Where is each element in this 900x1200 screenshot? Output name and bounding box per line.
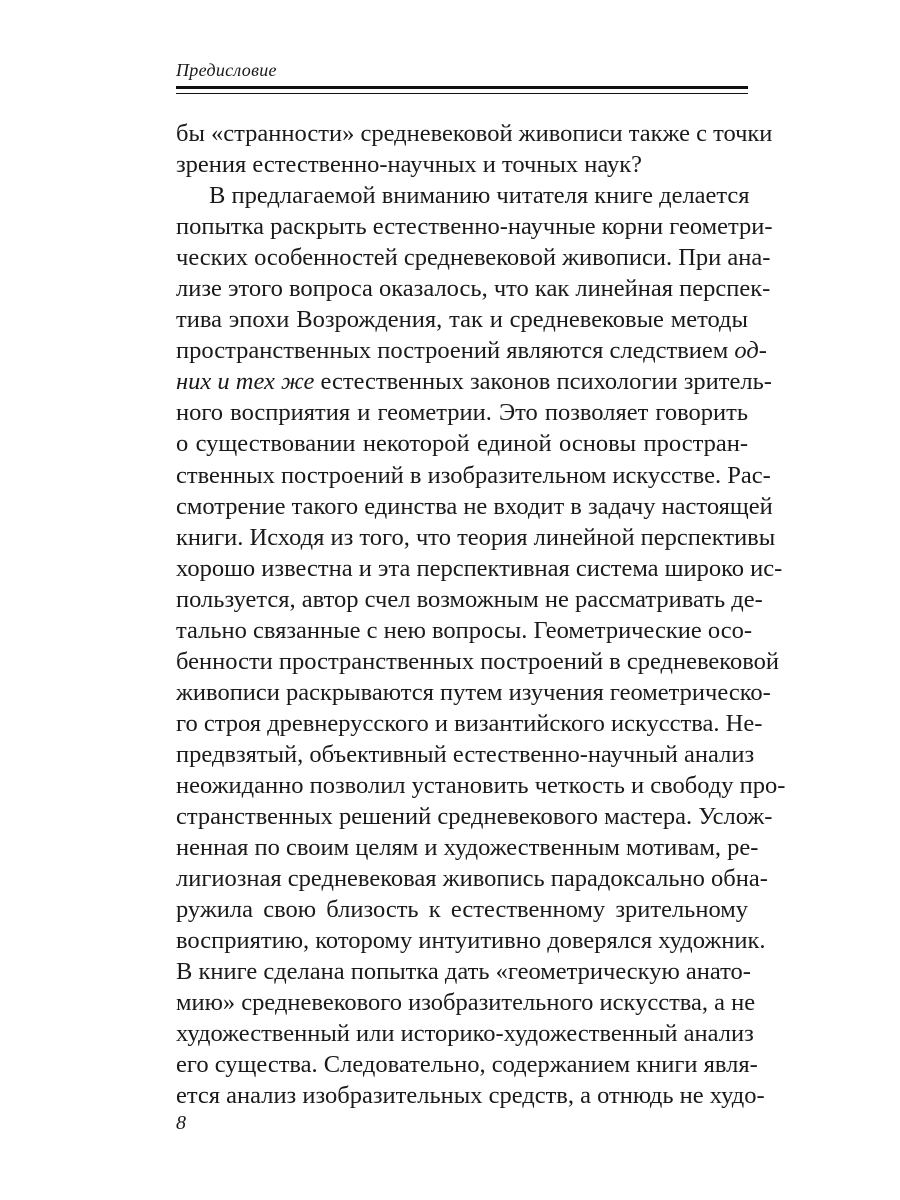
emphasis-text: них и тех же (176, 368, 315, 396)
text-line: живописи раскрываются путем изучения геометрическо- (176, 678, 771, 706)
text-line: мию» средневекового изобразительного искусства, а не (176, 989, 756, 1017)
text-line: странственных решений средневекового мастера. Услож- (176, 803, 773, 831)
text-line: хорошо известна и эта перспективная система широко ис- (176, 554, 783, 582)
emphasis-text: од- (734, 337, 767, 365)
text-line: попытка раскрыть естественно-научные корни геометри- (176, 213, 773, 241)
text-line: предвзятый, объективный естественно-научный анализ (176, 740, 755, 768)
text-line: бенности пространственных построений в средневековой (176, 647, 779, 675)
text-line: неожиданно позволил установить четкость и свободу про- (176, 771, 786, 799)
page-number: 8 (176, 1112, 186, 1134)
text-line: В книге сделана попытка дать «геометрическую анато- (176, 958, 751, 986)
text-line: ется анализ изобразительных средств, а отнюдь не худо- (176, 1082, 765, 1110)
text-line: художественный или историко-художественный анализ (176, 1020, 754, 1048)
text-line: смотрение такого единства не входит в задачу настоящей (176, 492, 773, 520)
text-line: пользуется, автор счел возможным не рассматривать де- (176, 585, 763, 613)
text-line: лигиозная средневековая живопись парадоксально обна- (176, 865, 768, 893)
text-line: тально связанные с нею вопросы. Геометрические осо- (176, 616, 753, 644)
text-line: книги. Исходя из того, что теория линейной перспективы (176, 523, 776, 551)
body-text (176, 118, 786, 1112)
text-line: ческих особенностей средневековой живописи. При ана- (176, 244, 771, 272)
text-line: го строя древнерусского и византийского искусства. Не- (176, 709, 763, 737)
text-line: ного восприятия и геометрии. Это позволяет говорить (176, 399, 748, 427)
text-line: его существа. Следовательно, содержанием книги явля- (176, 1051, 758, 1079)
header-rule-thin (176, 93, 748, 94)
running-head: Предисловие (176, 60, 277, 80)
text-line: бы «странности» средневековой живописи также с точки (176, 120, 773, 147)
text-line: ственных построений в изобразительном искусстве. Рас- (176, 461, 771, 489)
text-line: ненная по своим целям и художественным мотивам, ре- (176, 834, 759, 862)
text-line: восприятию, которому интуитивно доверялся художник. (176, 927, 766, 955)
text-line (176, 335, 767, 366)
text-line: лизе этого вопроса оказалось, что как линейная перспек- (176, 275, 771, 303)
text-line: тива эпохи Возрождения, так и средневековые методы (176, 306, 748, 334)
text-line: о существовании некоторой единой основы простран- (176, 430, 748, 458)
text-line (176, 366, 772, 397)
text-segment: естественных законов психологии зритель- (320, 368, 772, 396)
text-segment: пространственных построений являются следствием (176, 337, 729, 365)
header-rule-thick (176, 86, 748, 89)
text-line: ружила свою близость к естественному зрительному (176, 896, 748, 924)
text-line: зрения естественно-научных и точных наук? (176, 151, 643, 179)
text-line: В предлагаемой вниманию читателя книге делается (209, 182, 750, 210)
